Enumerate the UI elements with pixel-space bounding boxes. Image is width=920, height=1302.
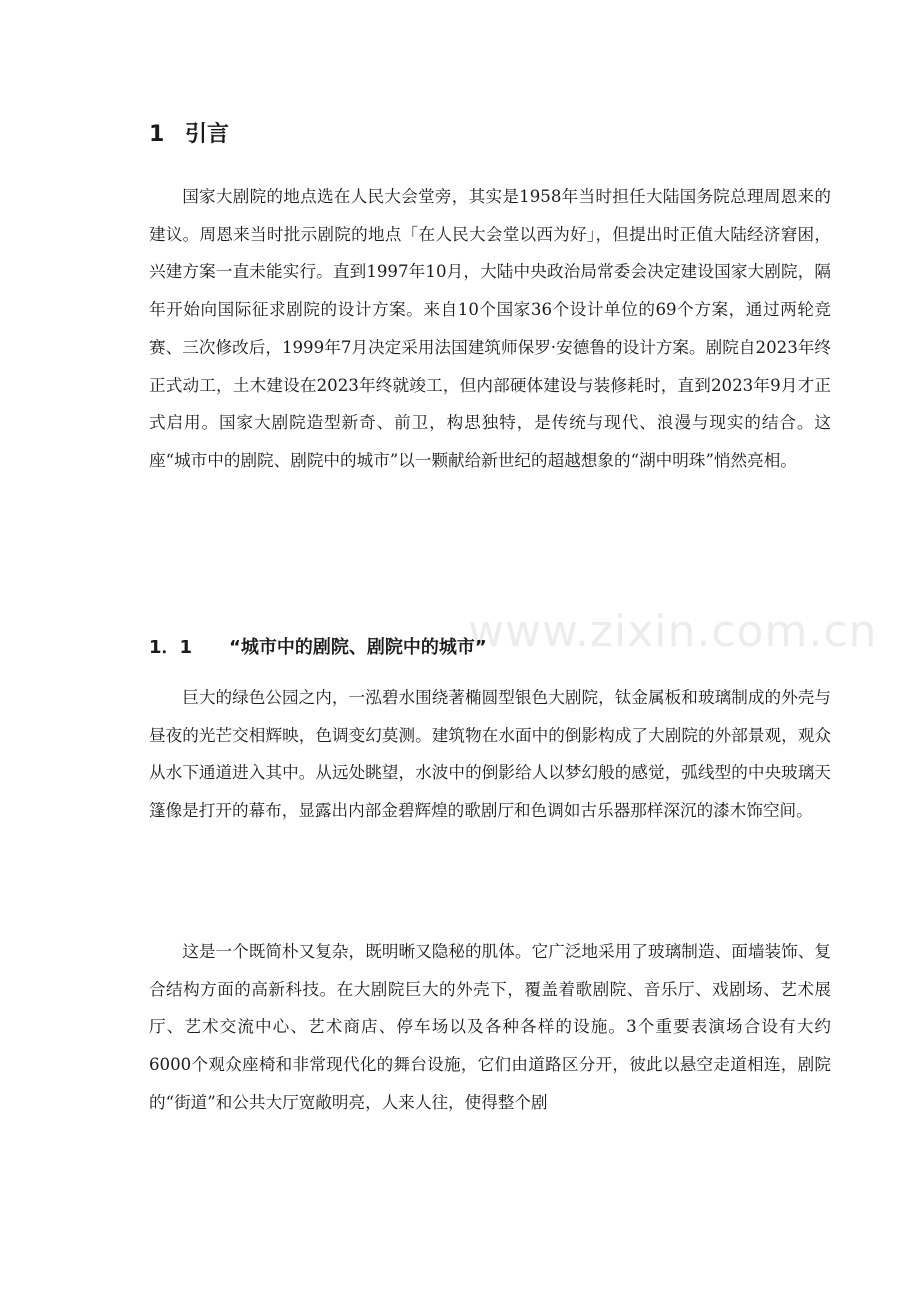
subsection-title: “城市中的剧院、剧院中的城市” (229, 637, 487, 658)
subsection-number: 1．1 (149, 637, 193, 658)
paragraph-interior: 这是一个既简朴又复杂，既明晰又隐秘的肌体。它广泛地采用了玻璃制造、面墙装饰、复合结构方面的高新科技。在大剧院巨大的外壳下，覆盖着歌剧院、音乐厅、戏剧场、艺术展厅、艺术交流中心、艺术商店、停车场以及各种各样的设施。3个重要表演场合设有大约6000个观众座椅和非常现代化的舞台设施，它们由道路区分开，彼此以悬空走道相连，剧院的“街道”和公共大厅宽敞明亮，人来人往，使得整个剧 (149, 942, 831, 1112)
paragraph-exterior: 巨大的绿色公园之内，一泓碧水围绕著椭圆型银色大剧院，钛金属板和玻璃制成的外壳与昼夜的光芒交相辉映，色调变幻莫测。建筑物在水面中的倒影构成了大剧院的外部景观，观众从水下通道进入其中。从远处眺望，水波中的倒影给人以梦幻般的感觉，弧线型的中央玻璃天篷像是打开的幕布，显露出内部金碧辉煌的歌剧厅和色调如古乐器那样深沉的漆木饰空间。 (149, 688, 831, 821)
section-title: 引言 (185, 122, 230, 147)
section-number: 1 (149, 122, 165, 147)
watermark: www.zixin.com.cn (468, 606, 878, 657)
subsection-heading (149, 633, 487, 663)
paragraph-intro: 国家大剧院的地点选在人民大会堂旁，其实是1958年当时担任大陆国务院总理周恩来的建议。周恩来当时批示剧院的地点「在人民大会堂以西为好」，但提出时正值大陆经济窘困，兴建方案一直未能实行。直到1997年10月，大陆中央政治局常委会决定建设国家大剧院，隔年开始向国际征求剧院的设计方案。来自10个国家36个设计单位的69个方案，通过两轮竞赛、三次修改后，1999年7月决定采用法国建筑师保罗·安德鲁的设计方案。剧院自2023年终正式动工，土木建设在2023年终就竣工，但内部硬体建设与装修耗时，直到2023年9月才正式启用。国家大剧院造型新奇、前卫，构思独特，是传统与现代、浪漫与现实的结合。这座“城市中的剧院、剧院中的城市”以一颗献给新世纪的超越想象的“湖中明珠”悄然亮相。 (149, 187, 831, 470)
section-heading (149, 118, 229, 152)
